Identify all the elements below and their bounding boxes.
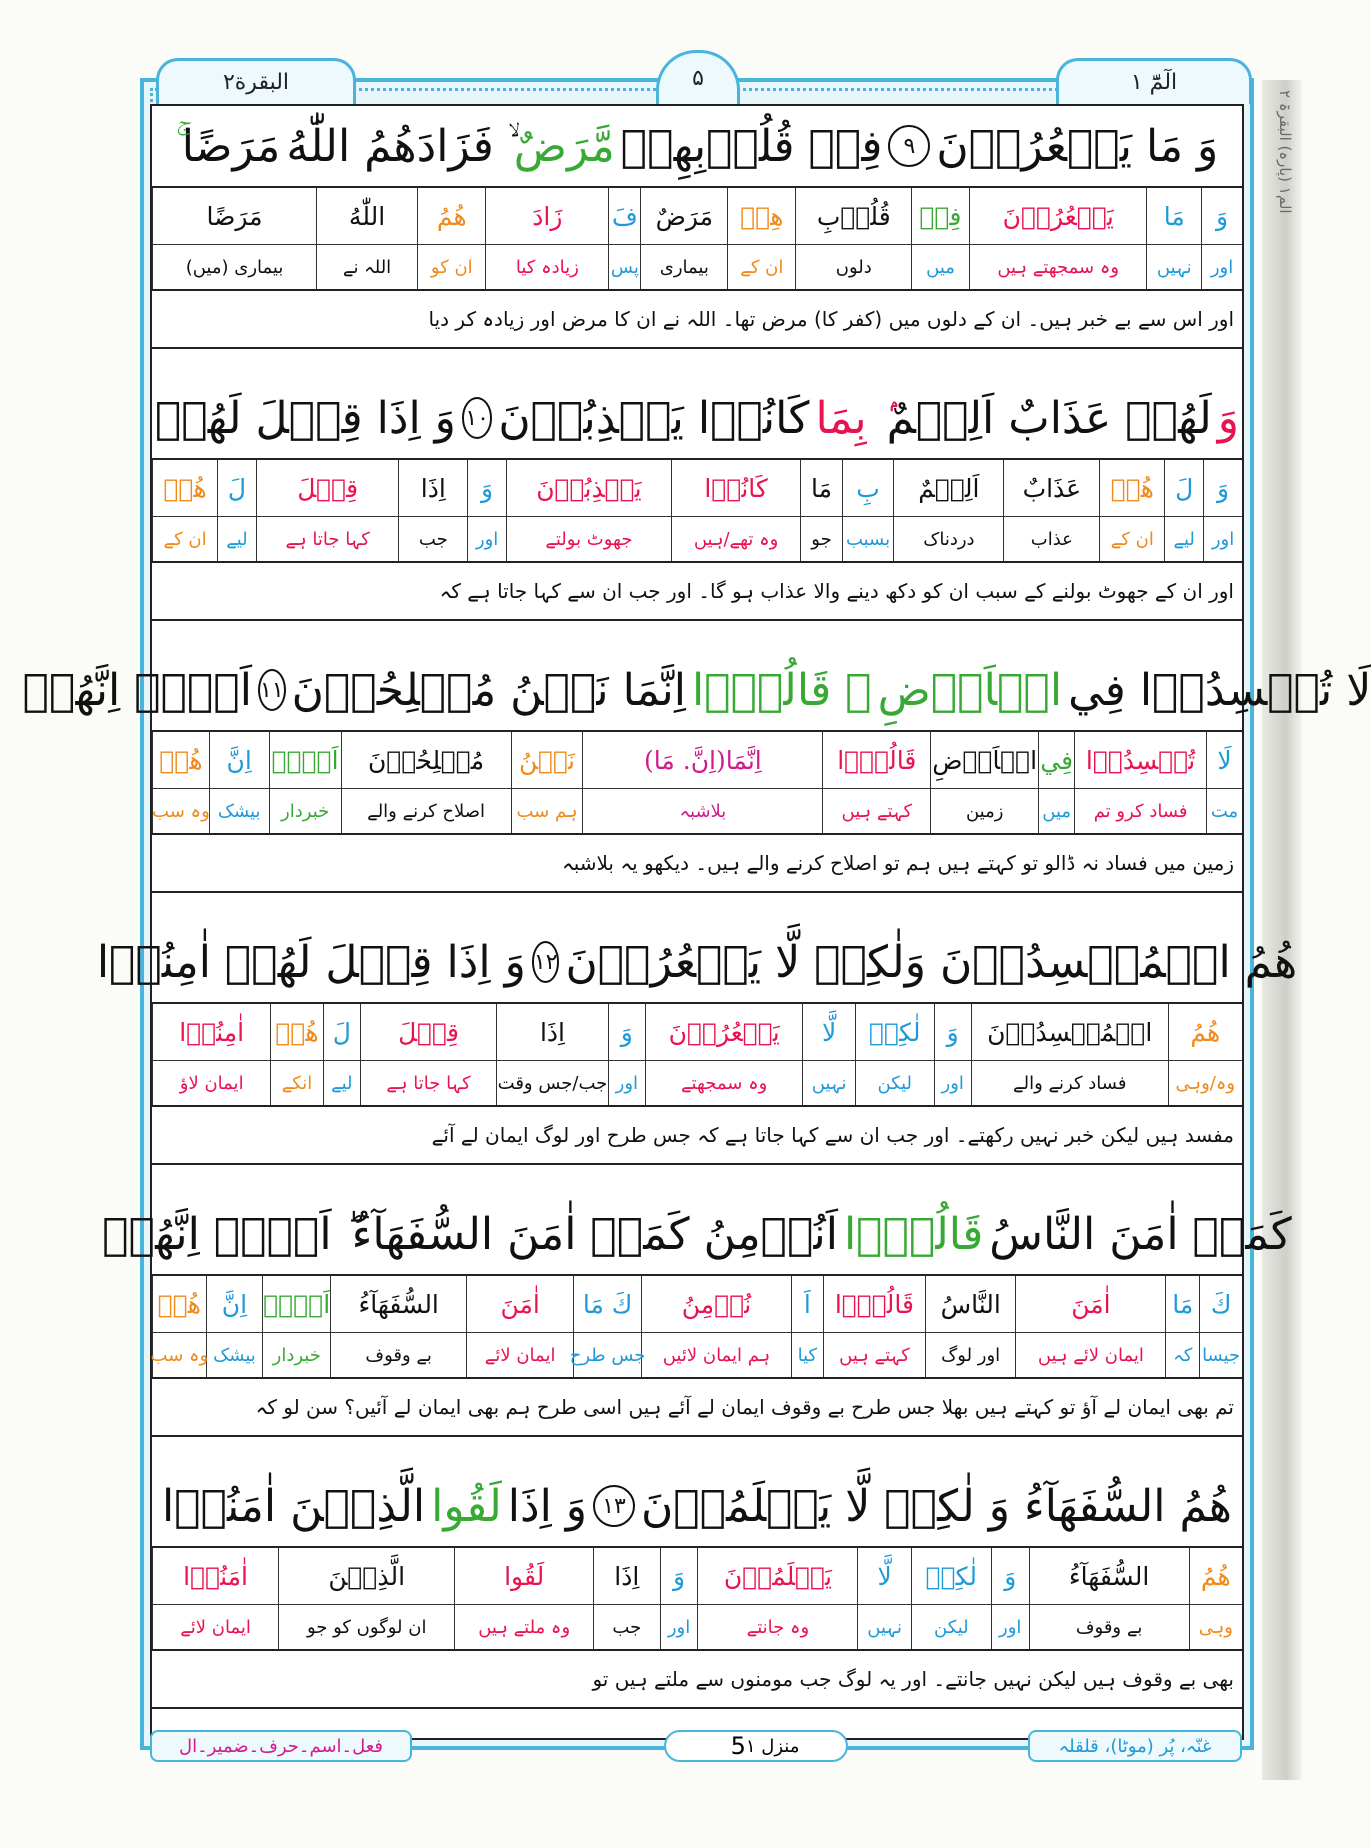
arabic-word-cell: اِنَّمَا(اِنَّ. مَا): [582, 732, 822, 788]
urdu-meaning-cell: وہ ملتے ہیں: [454, 1605, 593, 1649]
side-margin-text: الم۱ (پارہ) البقرۃ ۲: [1276, 90, 1294, 214]
ayah-segment: قَالُوۡۤا: [843, 1208, 984, 1260]
urdu-meaning-cell: جیسا: [1199, 1333, 1242, 1377]
arabic-word-cell: قِيۡلَ: [360, 1004, 496, 1060]
surah-name-tab: البقرة۲: [156, 58, 356, 104]
arabic-word-cell: كَ: [1199, 1276, 1242, 1332]
urdu-meaning-cell: خبردار: [269, 789, 341, 833]
manzil-label: منزل ۱: [745, 1735, 800, 1757]
arabic-word-cell: هُمۡ: [152, 732, 209, 788]
arabic-word-cell: نَحۡنُ: [511, 732, 583, 788]
arabic-word-cell: اِنَّ: [209, 732, 269, 788]
urdu-meaning-cell: بیشک: [206, 1333, 263, 1377]
ayah-section: [102, 1194, 1292, 1437]
ayah-number: ۱۱: [258, 669, 286, 711]
arabic-word-cell: فَ: [608, 188, 640, 244]
urdu-translation: اور اس سے بے خبر ہیں۔ ان کے دلوں میں (کفر کا) مرض تھا۔ اللہ نے ان کا مرض اور زیادہ کر دیا: [152, 291, 1242, 349]
arabic-word-cell: هُمُ: [1189, 1548, 1242, 1604]
ayah-line: [152, 1466, 1242, 1548]
urdu-meaning-cell: بیماری (میں): [152, 245, 316, 289]
arabic-word-cell: وَ: [660, 1548, 698, 1604]
urdu-meaning-cell: لیے: [1164, 517, 1203, 561]
urdu-meaning-cell: وہ/وہی: [1168, 1061, 1242, 1105]
arabic-word-cell: قَالُوۡۤا: [823, 1276, 925, 1332]
arabic-word-cell: اَلَاۤ: [262, 1276, 330, 1332]
urdu-meaning-cell: کہا جاتا ہے: [360, 1061, 496, 1105]
grammar-legend: فعل۔اسم۔حرف۔ضمیر۔ال: [150, 1730, 412, 1762]
ayah-segment: اَنُؤۡمِنُ كَمَاۤ اٰمَنَ السُّفَهَآءُ: [351, 1208, 838, 1260]
arabic-word-cell: وَ: [934, 1004, 971, 1060]
arabic-word-cell: وَ: [467, 460, 506, 516]
urdu-meaning-cell: ان کے: [152, 517, 217, 561]
ayah-segment: مَرَضًا: [181, 120, 281, 172]
arabic-word-cell: اِنَّ: [206, 1276, 263, 1332]
ayah-segment: وَ اِذَا قِيۡلَ لَهُمۡ: [155, 392, 456, 444]
urdu-meaning-cell: زمین: [930, 789, 1038, 833]
urdu-meaning-cell: ان کو: [417, 245, 485, 289]
arabic-word-cell: وَ: [1201, 188, 1242, 244]
urdu-meaning-cell: کہتے ہیں: [822, 789, 930, 833]
urdu-meaning-cell: فساد کرنے والے: [971, 1061, 1168, 1105]
urdu-meaning-cell: انکے: [270, 1061, 322, 1105]
arabic-word-cell: يَشۡعُرُوۡنَ: [645, 1004, 802, 1060]
urdu-meaning-cell: وہ تھے/ہیں: [671, 517, 801, 561]
arabic-word-cell: اِذَا: [593, 1548, 660, 1604]
arabic-word-cell: السُّفَهَآءُ: [1029, 1548, 1189, 1604]
urdu-meaning-cell: اور: [991, 1605, 1029, 1649]
arabic-word-cell: كَانُوۡا: [671, 460, 801, 516]
urdu-meaning-cell: ایمان لائے: [152, 1605, 278, 1649]
arabic-word-cell: الَّذِيۡنَ: [278, 1548, 454, 1604]
urdu-meaning-cell: ان کے: [1099, 517, 1164, 561]
arabic-word-cell: نُؤۡمِنُ: [641, 1276, 791, 1332]
urdu-meaning-cell: زیادہ کیا: [485, 245, 608, 289]
arabic-word-cell: النَّاسُ: [925, 1276, 1016, 1332]
arabic-word-cell: قِيۡلَ: [256, 460, 399, 516]
urdu-meaning-cell: جھوٹ بولتے: [506, 517, 671, 561]
arabic-word-cell: قَالُوۡۤا: [822, 732, 930, 788]
urdu-meaning-cell: اور: [660, 1605, 698, 1649]
arabic-word-cell: يَكۡذِبُوۡنَ: [506, 460, 671, 516]
ayah-segment: وَ مَا يَشۡعُرُوۡنَ: [936, 120, 1219, 172]
ayah-number: ۱۲: [532, 941, 560, 983]
urdu-meanings-row: [152, 1061, 1242, 1107]
arabic-word-cell: لَّا: [857, 1548, 910, 1604]
arabic-word-cell: مَا: [1165, 1276, 1199, 1332]
ayah-segment: ۙ فَزَادَهُمُ اللّٰهُ: [286, 120, 508, 172]
page-number-tab: ۵: [656, 50, 740, 104]
ayah-segment: لَهُمۡ عَذَابٌ اَلِيۡمٌ: [886, 392, 1212, 444]
arabic-word-cell: وَ: [608, 1004, 645, 1060]
urdu-meaning-cell: ان لوگوں کو جو: [278, 1605, 454, 1649]
ayah-segment: هُمُ السُّفَهَآءُ وَ لٰكِنۡ لَّا يَعۡلَمُوۡنَ: [641, 1480, 1233, 1532]
para-name-tab: الٓمّٓ ۱: [1056, 58, 1252, 104]
urdu-meanings-row: [152, 789, 1242, 835]
arabic-words-row: [152, 188, 1242, 245]
arabic-word-cell: هُمۡ: [152, 460, 217, 516]
urdu-meaning-cell: ہم سب: [511, 789, 583, 833]
urdu-meaning-cell: کیا: [791, 1333, 823, 1377]
urdu-meaning-cell: بلاشبہ: [582, 789, 822, 833]
urdu-translation: بھی بے وقوف ہیں لیکن نہیں جانتے۔ اور یہ لوگ جب مومنوں سے ملتے ہیں تو: [152, 1651, 1242, 1709]
urdu-meaning-cell: نہیں: [857, 1605, 910, 1649]
urdu-meanings-row: [152, 1605, 1242, 1651]
ayah-segment: لَا تُفۡسِدُوۡا فِي: [1068, 664, 1371, 716]
urdu-meaning-cell: لیے: [323, 1061, 360, 1105]
arabic-word-cell: لَقُوا: [454, 1548, 593, 1604]
urdu-meaning-cell: جب/جس وقت: [496, 1061, 608, 1105]
arabic-word-cell: هُمُ: [417, 188, 485, 244]
arabic-word-cell: اٰمِنُوۡا: [152, 1004, 270, 1060]
arabic-words-row: [152, 460, 1242, 517]
arabic-word-cell: بِ: [842, 460, 894, 516]
urdu-meaning-cell: وہ سب: [152, 1333, 205, 1377]
ayah-segment: الۡاَرۡضِ: [877, 664, 1063, 716]
urdu-meaning-cell: جب: [593, 1605, 660, 1649]
urdu-meaning-cell: وہ جانتے: [697, 1605, 857, 1649]
arabic-word-cell: عَذَابٌ: [1003, 460, 1099, 516]
arabic-word-cell: مَا: [800, 460, 841, 516]
ayah-segment: الَّذِيۡنَ اٰمَنُوۡا: [162, 1480, 426, 1532]
arabic-word-cell: اِذَا: [398, 460, 467, 516]
ayah-line: [102, 1194, 1292, 1276]
urdu-meaning-cell: وہ سمجھتے ہیں: [969, 245, 1147, 289]
urdu-meaning-cell: ایمان لاؤ: [152, 1061, 270, 1105]
urdu-meaning-cell: اور: [934, 1061, 971, 1105]
urdu-meaning-cell: ان کے: [727, 245, 795, 289]
urdu-meaning-cell: اصلاح کرنے والے: [341, 789, 511, 833]
arabic-word-cell: اَلَاۤ: [269, 732, 341, 788]
urdu-meaning-cell: وہ سمجھتے: [645, 1061, 802, 1105]
urdu-meaning-cell: پس: [608, 245, 640, 289]
arabic-word-cell: لَ: [1164, 460, 1203, 516]
ayah-segment: هُمُ الۡمُفۡسِدُوۡنَ وَلٰكِنۡ لَّا يَشۡعُرُوۡنَ: [565, 936, 1298, 988]
urdu-meaning-cell: بے وقوف: [1029, 1605, 1189, 1649]
ayah-segment: مَّرَضٌ: [513, 120, 615, 172]
arabic-word-cell: لَ: [323, 1004, 360, 1060]
urdu-meaning-cell: اور: [1201, 245, 1242, 289]
urdu-meaning-cell: اور: [608, 1061, 645, 1105]
arabic-word-cell: لَ: [217, 460, 256, 516]
urdu-meaning-cell: نہیں: [802, 1061, 854, 1105]
urdu-meaning-cell: وہ سب: [152, 789, 209, 833]
urdu-meaning-cell: وہی: [1189, 1605, 1242, 1649]
urdu-meaning-cell: جس طرح: [573, 1333, 641, 1377]
urdu-meaning-cell: مت: [1206, 789, 1242, 833]
ayah-section: [152, 106, 1242, 349]
urdu-meaning-cell: دلوں: [795, 245, 911, 289]
arabic-word-cell: لٰكِنۡ: [855, 1004, 934, 1060]
urdu-meanings-row: [152, 517, 1242, 563]
urdu-meaning-cell: کہا جاتا ہے: [256, 517, 399, 561]
urdu-translation: مفسد ہیں لیکن خبر نہیں رکھتے۔ اور جب ان سے کہا جاتا ہے کہ جس طرح اور لوگ ایمان لے آئے: [152, 1107, 1242, 1165]
page-number-footer: 5: [730, 1732, 746, 1760]
urdu-meaning-cell: جب: [398, 517, 467, 561]
ayah-segment: اَلَاۤ اِنَّهُمۡ: [22, 664, 253, 716]
urdu-meaning-cell: میں: [1038, 789, 1074, 833]
ayah-segment: كَانُوۡا يَكۡذِبُوۡنَ: [498, 392, 810, 444]
ayah-line: [22, 650, 1371, 732]
arabic-word-cell: هُمُ: [1168, 1004, 1242, 1060]
ayah-section: [152, 378, 1242, 621]
ayah-segment: ؕ اَلَاۤ اِنَّهُمۡ: [102, 1208, 346, 1260]
arabic-word-cell: هِمۡ: [727, 188, 795, 244]
urdu-translation: زمین میں فساد نہ ڈالو تو کہتے ہیں ہم تو اصلاح کرنے والے ہیں۔ دیکھو یہ بلاشبہ: [152, 835, 1242, 893]
ayah-section: [96, 922, 1298, 1165]
urdu-translation: اور ان کے جھوٹ بولنے کے سبب ان کو دکھ دینے والا عذاب ہو گا۔ اور جب ان سے کہا جاتا ہے کہ: [152, 563, 1242, 621]
urdu-meaning-cell: میں: [911, 245, 969, 289]
ayah-number: ۱۳: [593, 1485, 635, 1527]
ayah-segment: اِنَّمَا نَحۡنُ مُصۡلِحُوۡنَ: [291, 664, 686, 716]
arabic-word-cell: فِيۡ: [911, 188, 969, 244]
arabic-word-cell: وَ: [1203, 460, 1242, 516]
arabic-word-cell: لٰكِنۡ: [911, 1548, 991, 1604]
arabic-words-row: [152, 1276, 1242, 1333]
arabic-word-cell: مُصۡلِحُوۡنَ: [341, 732, 511, 788]
arabic-word-cell: هُمۡ: [152, 1276, 205, 1332]
arabic-word-cell: مَا: [1146, 188, 1201, 244]
urdu-meaning-cell: عذاب: [1003, 517, 1099, 561]
urdu-meaning-cell: بیشک: [209, 789, 269, 833]
ayah-line: [96, 922, 1298, 1004]
ayah-segment: ۢ بِمَا: [815, 392, 881, 444]
arabic-word-cell: لَا: [1206, 732, 1242, 788]
urdu-meaning-cell: کہتے ہیں: [823, 1333, 925, 1377]
arabic-word-cell: الۡاَرۡضِ: [930, 732, 1038, 788]
arabic-word-cell: تُفۡسِدُوۡا: [1074, 732, 1206, 788]
ayah-segment: وَ اِذَا قِيۡلَ لَهُمۡ اٰمِنُوۡا: [96, 936, 526, 988]
manzil-box: [664, 1730, 848, 1762]
arabic-word-cell: وَ: [991, 1548, 1029, 1604]
arabic-word-cell: لَّا: [802, 1004, 854, 1060]
ayah-line: [152, 378, 1242, 460]
urdu-meaning-cell: ایمان لائے ہیں: [1015, 1333, 1165, 1377]
urdu-meaning-cell: فساد کرو تم: [1074, 789, 1206, 833]
arabic-word-cell: اَ: [791, 1276, 823, 1332]
ayah-number: ۱۰: [462, 397, 492, 439]
arabic-word-cell: اَلِيۡمٌ: [893, 460, 1003, 516]
ayah-segment: لَقُوا: [431, 1480, 502, 1532]
ayah-line: [152, 106, 1242, 188]
urdu-meaning-cell: لیکن: [911, 1605, 991, 1649]
urdu-translation: تم بھی ایمان لے آؤ تو کہتے ہیں بھلا جس طرح بے وقوف ایمان لے آئے ہیں اسی طرح ہم بھی ایمان لے آئیں؟ سن لو کہ: [152, 1379, 1242, 1437]
urdu-meaning-cell: اور لوگ: [925, 1333, 1016, 1377]
arabic-words-row: [152, 1548, 1242, 1605]
urdu-meanings-row: [152, 1333, 1242, 1379]
urdu-meaning-cell: اور: [1203, 517, 1242, 561]
urdu-meaning-cell: خبردار: [262, 1333, 330, 1377]
ayah-segment: كَمَاۤ اٰمَنَ النَّاسُ: [989, 1208, 1292, 1260]
tajweed-legend: غنّہ، پُر (موٹا)، قلقلہ: [1028, 1730, 1242, 1762]
arabic-word-cell: مَرَضٌ: [640, 188, 727, 244]
ayah-number: ۹: [888, 125, 930, 167]
arabic-word-cell: يَعۡلَمُوۡنَ: [697, 1548, 857, 1604]
ayah-section: [22, 650, 1371, 893]
urdu-meaning-cell: نہیں: [1146, 245, 1201, 289]
arabic-word-cell: اِذَا: [496, 1004, 608, 1060]
urdu-meaning-cell: کہ: [1165, 1333, 1199, 1377]
arabic-word-cell: هُمۡ: [270, 1004, 322, 1060]
arabic-word-cell: يَشۡعُرُوۡنَ: [969, 188, 1147, 244]
urdu-meaning-cell: ایمان لائے: [466, 1333, 573, 1377]
ayah-section: [152, 1466, 1242, 1709]
arabic-words-row: [152, 1004, 1242, 1061]
urdu-meaning-cell: بے وقوف: [330, 1333, 466, 1377]
arabic-word-cell: هُمۡ: [1099, 460, 1164, 516]
urdu-meaning-cell: جو: [800, 517, 841, 561]
urdu-meaning-cell: اللہ نے: [316, 245, 417, 289]
urdu-meaning-cell: بسبب: [842, 517, 894, 561]
urdu-meaning-cell: بیماری: [640, 245, 727, 289]
arabic-word-cell: مَرَضًا: [152, 188, 316, 244]
ayah-segment: ۙ قَالُوۡۤا: [691, 664, 872, 716]
arabic-words-row: [152, 732, 1242, 789]
arabic-word-cell: اٰمَنُوۡا: [152, 1548, 278, 1604]
urdu-meaning-cell: دردناک: [893, 517, 1003, 561]
urdu-meanings-row: [152, 245, 1242, 291]
ayah-segment: وَ: [1217, 392, 1239, 444]
arabic-word-cell: اللّٰهُ: [316, 188, 417, 244]
arabic-word-cell: اٰمَنَ: [1015, 1276, 1165, 1332]
ayah-segment: وَ اِذَا: [507, 1480, 588, 1532]
arabic-word-cell: السُّفَهَآءُ: [330, 1276, 466, 1332]
urdu-meaning-cell: ہم ایمان لائیں: [641, 1333, 791, 1377]
arabic-word-cell: قُلُوۡبِ: [795, 188, 911, 244]
urdu-meaning-cell: اور: [467, 517, 506, 561]
urdu-meaning-cell: لیے: [217, 517, 256, 561]
arabic-word-cell: اٰمَنَ: [466, 1276, 573, 1332]
arabic-word-cell: الۡمُفۡسِدُوۡنَ: [971, 1004, 1168, 1060]
ayah-segment: فِيۡ قُلُوۡبِهِمۡ: [620, 120, 883, 172]
arabic-word-cell: كَ مَا: [573, 1276, 641, 1332]
urdu-meaning-cell: لیکن: [855, 1061, 934, 1105]
arabic-word-cell: فِي: [1038, 732, 1074, 788]
arabic-word-cell: زَادَ: [485, 188, 608, 244]
